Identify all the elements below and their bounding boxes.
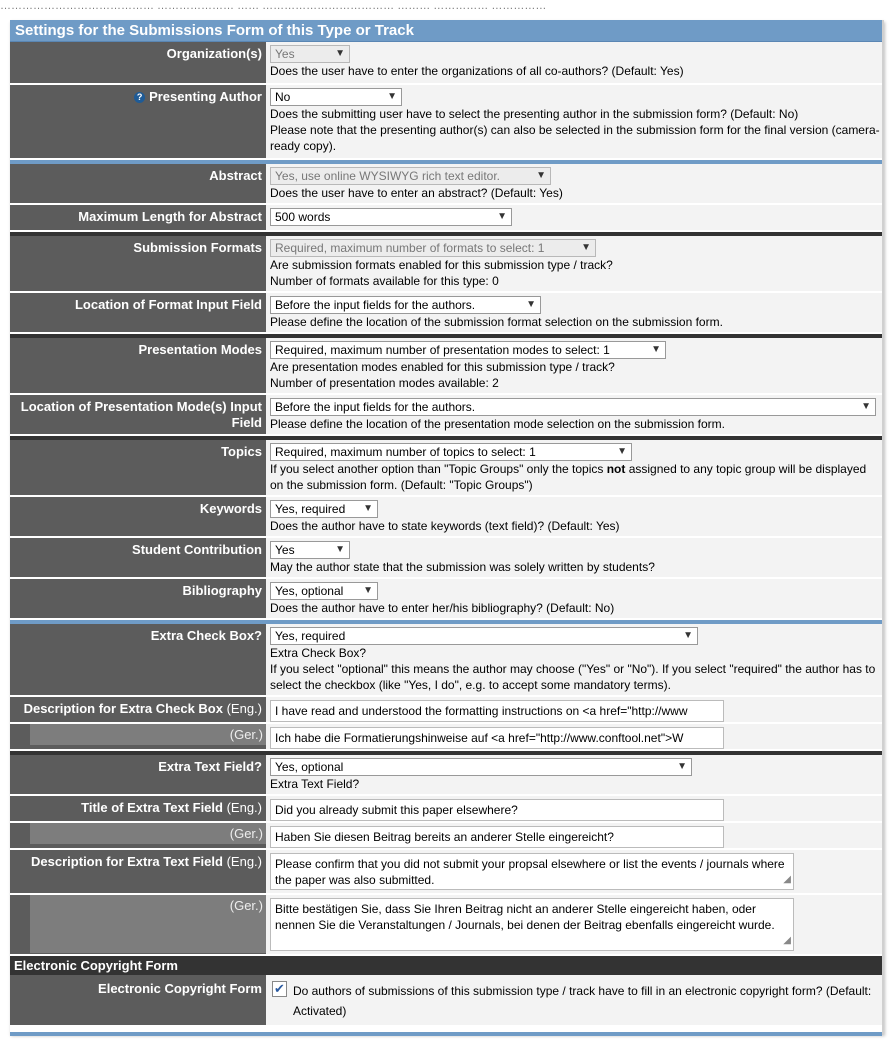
row-label: Extra Check Box?: [10, 624, 266, 695]
row-format-location: [10, 293, 882, 334]
language-tag-eng: (Eng.): [226, 701, 262, 716]
row-label: Description for Extra Check Box (Eng.): [10, 697, 266, 722]
row-label: Keywords: [10, 497, 266, 536]
presenting-author-note: Please note that the presenting author(s) can also be selected in the submission form for the final version (camera-ready copy).: [270, 123, 880, 153]
row-extra-check-desc-ger: [10, 724, 882, 751]
page-top-edge: …………………………………… ………………… …… ……………………………… ……… …………… ……………: [0, 0, 894, 14]
presenting-author-help-text: Does the submitting user have to select the presenting author in the submission form? (Default: No): [270, 107, 799, 121]
abstract-select[interactable]: Yes, use online WYSIWYG rich text editor. ▼: [270, 167, 551, 185]
row-label: Maximum Length for Abstract: [10, 205, 266, 230]
extra-check-desc-eng-input[interactable]: I have read and understood the formatting instructions on <a href="http://www: [270, 700, 724, 722]
bibliography-select[interactable]: Yes, optional ▼: [270, 582, 378, 600]
row-extra-text-field: [10, 755, 882, 796]
organizations-select[interactable]: Yes ▼: [270, 45, 350, 63]
abstract-help-text: Does the user have to enter an abstract? (Default: Yes): [270, 186, 563, 200]
chevron-down-icon: ▼: [335, 544, 345, 555]
format-location-help-text: Please define the location of the submission format selection on the submission form.: [270, 315, 723, 329]
submission-formats-help-text: Are submission formats enabled for this submission type / track?: [270, 258, 613, 272]
electronic-copyright-help-text: Do authors of submissions of this submission type / track have to fill in an electronic copyright form? (Default: Activated): [292, 984, 872, 1018]
row-organizations: [10, 42, 882, 85]
row-label: Title of Extra Text Field (Eng.): [10, 796, 266, 821]
presentation-modes-help-text: Are presentation modes enabled for this submission type / track?: [270, 360, 615, 374]
submission-formats-select[interactable]: Required, maximum number of formats to select: 1 ▼: [270, 239, 596, 257]
question-icon[interactable]: ?: [134, 92, 145, 103]
row-presentation-modes: [10, 338, 882, 395]
row-label: Topics: [10, 440, 266, 495]
topics-help-text: If you select another option than "Topic Groups" only the topics not assigned to any topic group will be displayed on the submission form. (Default: "Topic Groups"): [270, 462, 867, 492]
language-tag-ger: (Ger.): [30, 724, 266, 745]
chevron-down-icon: ▼: [617, 446, 627, 457]
presentation-modes-count: Number of presentation modes available: 2: [270, 376, 499, 390]
row-label: Description for Extra Text Field (Eng.): [10, 850, 266, 893]
row-keywords: [10, 497, 882, 538]
bibliography-help-text: Does the author have to enter her/his bibliography? (Default: No): [270, 601, 615, 615]
max-length-select[interactable]: 500 words ▼: [270, 208, 512, 226]
chevron-down-icon: ▼: [651, 344, 661, 355]
presenting-author-select[interactable]: No ▼: [270, 88, 402, 106]
row-label: ? Presenting Author: [10, 85, 266, 158]
row-bibliography: [10, 579, 882, 620]
extra-check-desc-ger-input[interactable]: Ich habe die Formatierungshinweise auf <a href="http://www.conftool.net">W: [270, 727, 724, 749]
chevron-down-icon: ▼: [581, 242, 591, 253]
row-label: Presentation Modes: [10, 338, 266, 393]
topics-select[interactable]: Required, maximum number of topics to select: 1 ▼: [270, 443, 632, 461]
row-extra-text-desc-eng: [10, 850, 882, 895]
extra-check-box-select[interactable]: Yes, required ▼: [270, 627, 698, 645]
row-label: Student Contribution: [10, 538, 266, 577]
chevron-down-icon: ▼: [387, 91, 397, 102]
panel-title: Settings for the Submissions Form of this Type or Track: [10, 20, 882, 42]
row-presenting-author: [10, 85, 882, 160]
chevron-down-icon: ▼: [536, 170, 546, 181]
chevron-down-icon: ▼: [363, 503, 373, 514]
checkmark-icon: ✔: [274, 981, 285, 996]
extra-text-field-caption: Extra Text Field?: [270, 777, 360, 791]
chevron-down-icon: ▼: [683, 630, 693, 641]
row-student-contribution: [10, 538, 882, 579]
extra-check-box-caption: Extra Check Box?: [270, 646, 367, 660]
electronic-copyright-checkbox[interactable]: [272, 981, 287, 997]
row-extra-check-desc-eng: [10, 697, 882, 724]
settings-panel: [10, 20, 884, 1034]
language-tag-eng: (Eng.): [226, 800, 262, 815]
chevron-down-icon: ▼: [677, 761, 687, 772]
page-bottom-edge: [10, 1032, 882, 1036]
row-label: Abstract: [10, 164, 266, 203]
extra-check-box-help-text: If you select "optional" this means the author may choose ("Yes" or "No"). If you select "required" the author has to select the checkbox (like "Yes, I do", e.g. to accept some mandatory terms).: [270, 662, 876, 692]
row-extra-text-desc-ger: [10, 895, 882, 956]
row-submission-formats: [10, 236, 882, 293]
extra-text-desc-eng-textarea[interactable]: Please confirm that you did not submit your propsal elsewhere or list the events / journals where the paper was also submitted. ◢: [270, 853, 794, 890]
language-tag-ger: (Ger.): [30, 895, 266, 953]
presentation-location-help-text: Please define the location of the presentation mode selection on the submission form.: [270, 417, 725, 431]
extra-text-title-eng-input[interactable]: Did you already submit this paper elsewhere?: [270, 799, 724, 821]
keywords-help-text: Does the author have to state keywords (text field)? (Default: Yes): [270, 519, 620, 533]
row-label: Bibliography: [10, 579, 266, 618]
keywords-select[interactable]: Yes, required ▼: [270, 500, 378, 518]
row-label: Location of Format Input Field: [10, 293, 266, 332]
row-abstract: [10, 164, 882, 205]
section-title-copyright: Electronic Copyright Form: [10, 956, 882, 975]
row-extra-check-box: [10, 624, 882, 697]
student-contribution-help-text: May the author state that the submission was solely written by students?: [270, 560, 655, 574]
row-extra-text-title-ger: [10, 823, 882, 850]
submission-formats-count: Number of formats available for this type: 0: [270, 274, 499, 288]
row-max-abstract-length: [10, 205, 882, 232]
extra-text-title-ger-input[interactable]: Haben Sie diesen Beitrag bereits an anderer Stelle eingereicht?: [270, 826, 724, 848]
presentation-location-select[interactable]: Before the input fields for the authors. ▼: [270, 398, 876, 416]
chevron-down-icon: ▼: [335, 48, 345, 59]
language-tag-eng: (Eng.): [226, 854, 262, 869]
row-label: Organization(s): [10, 42, 266, 83]
row-label: Electronic Copyright Form: [10, 975, 266, 1025]
chevron-down-icon: ▼: [526, 299, 536, 310]
language-tag-ger: (Ger.): [30, 823, 266, 844]
row-presentation-location: [10, 395, 882, 436]
resize-grip-icon[interactable]: ◢: [783, 874, 791, 885]
extra-text-desc-ger-textarea[interactable]: Bitte bestätigen Sie, dass Sie Ihren Beitrag nicht an anderer Stelle eingereicht haben, oder nennen Sie die Veranstaltungen / Journals, bei denen der Beitrag ebenfalls eingereicht wurde. ◢: [270, 898, 794, 951]
row-label: Extra Text Field?: [10, 755, 266, 794]
row-extra-text-title-eng: [10, 796, 882, 823]
row-topics: [10, 440, 882, 497]
row-electronic-copyright: [10, 975, 882, 1025]
resize-grip-icon[interactable]: ◢: [783, 935, 791, 946]
organizations-help-text: Does the user have to enter the organizations of all co-authors? (Default: Yes): [270, 64, 684, 78]
chevron-down-icon: ▼: [363, 585, 373, 596]
row-label: Submission Formats: [10, 236, 266, 291]
format-location-select[interactable]: Before the input fields for the authors. ▼: [270, 296, 541, 314]
student-contribution-select[interactable]: Yes ▼: [270, 541, 350, 559]
chevron-down-icon: ▼: [861, 401, 871, 412]
chevron-down-icon: ▼: [497, 211, 507, 222]
presentation-modes-select[interactable]: Required, maximum number of presentation modes to select: 1 ▼: [270, 341, 666, 359]
extra-text-field-select[interactable]: Yes, optional ▼: [270, 758, 692, 776]
row-label: Location of Presentation Mode(s) Input Field: [10, 395, 266, 434]
